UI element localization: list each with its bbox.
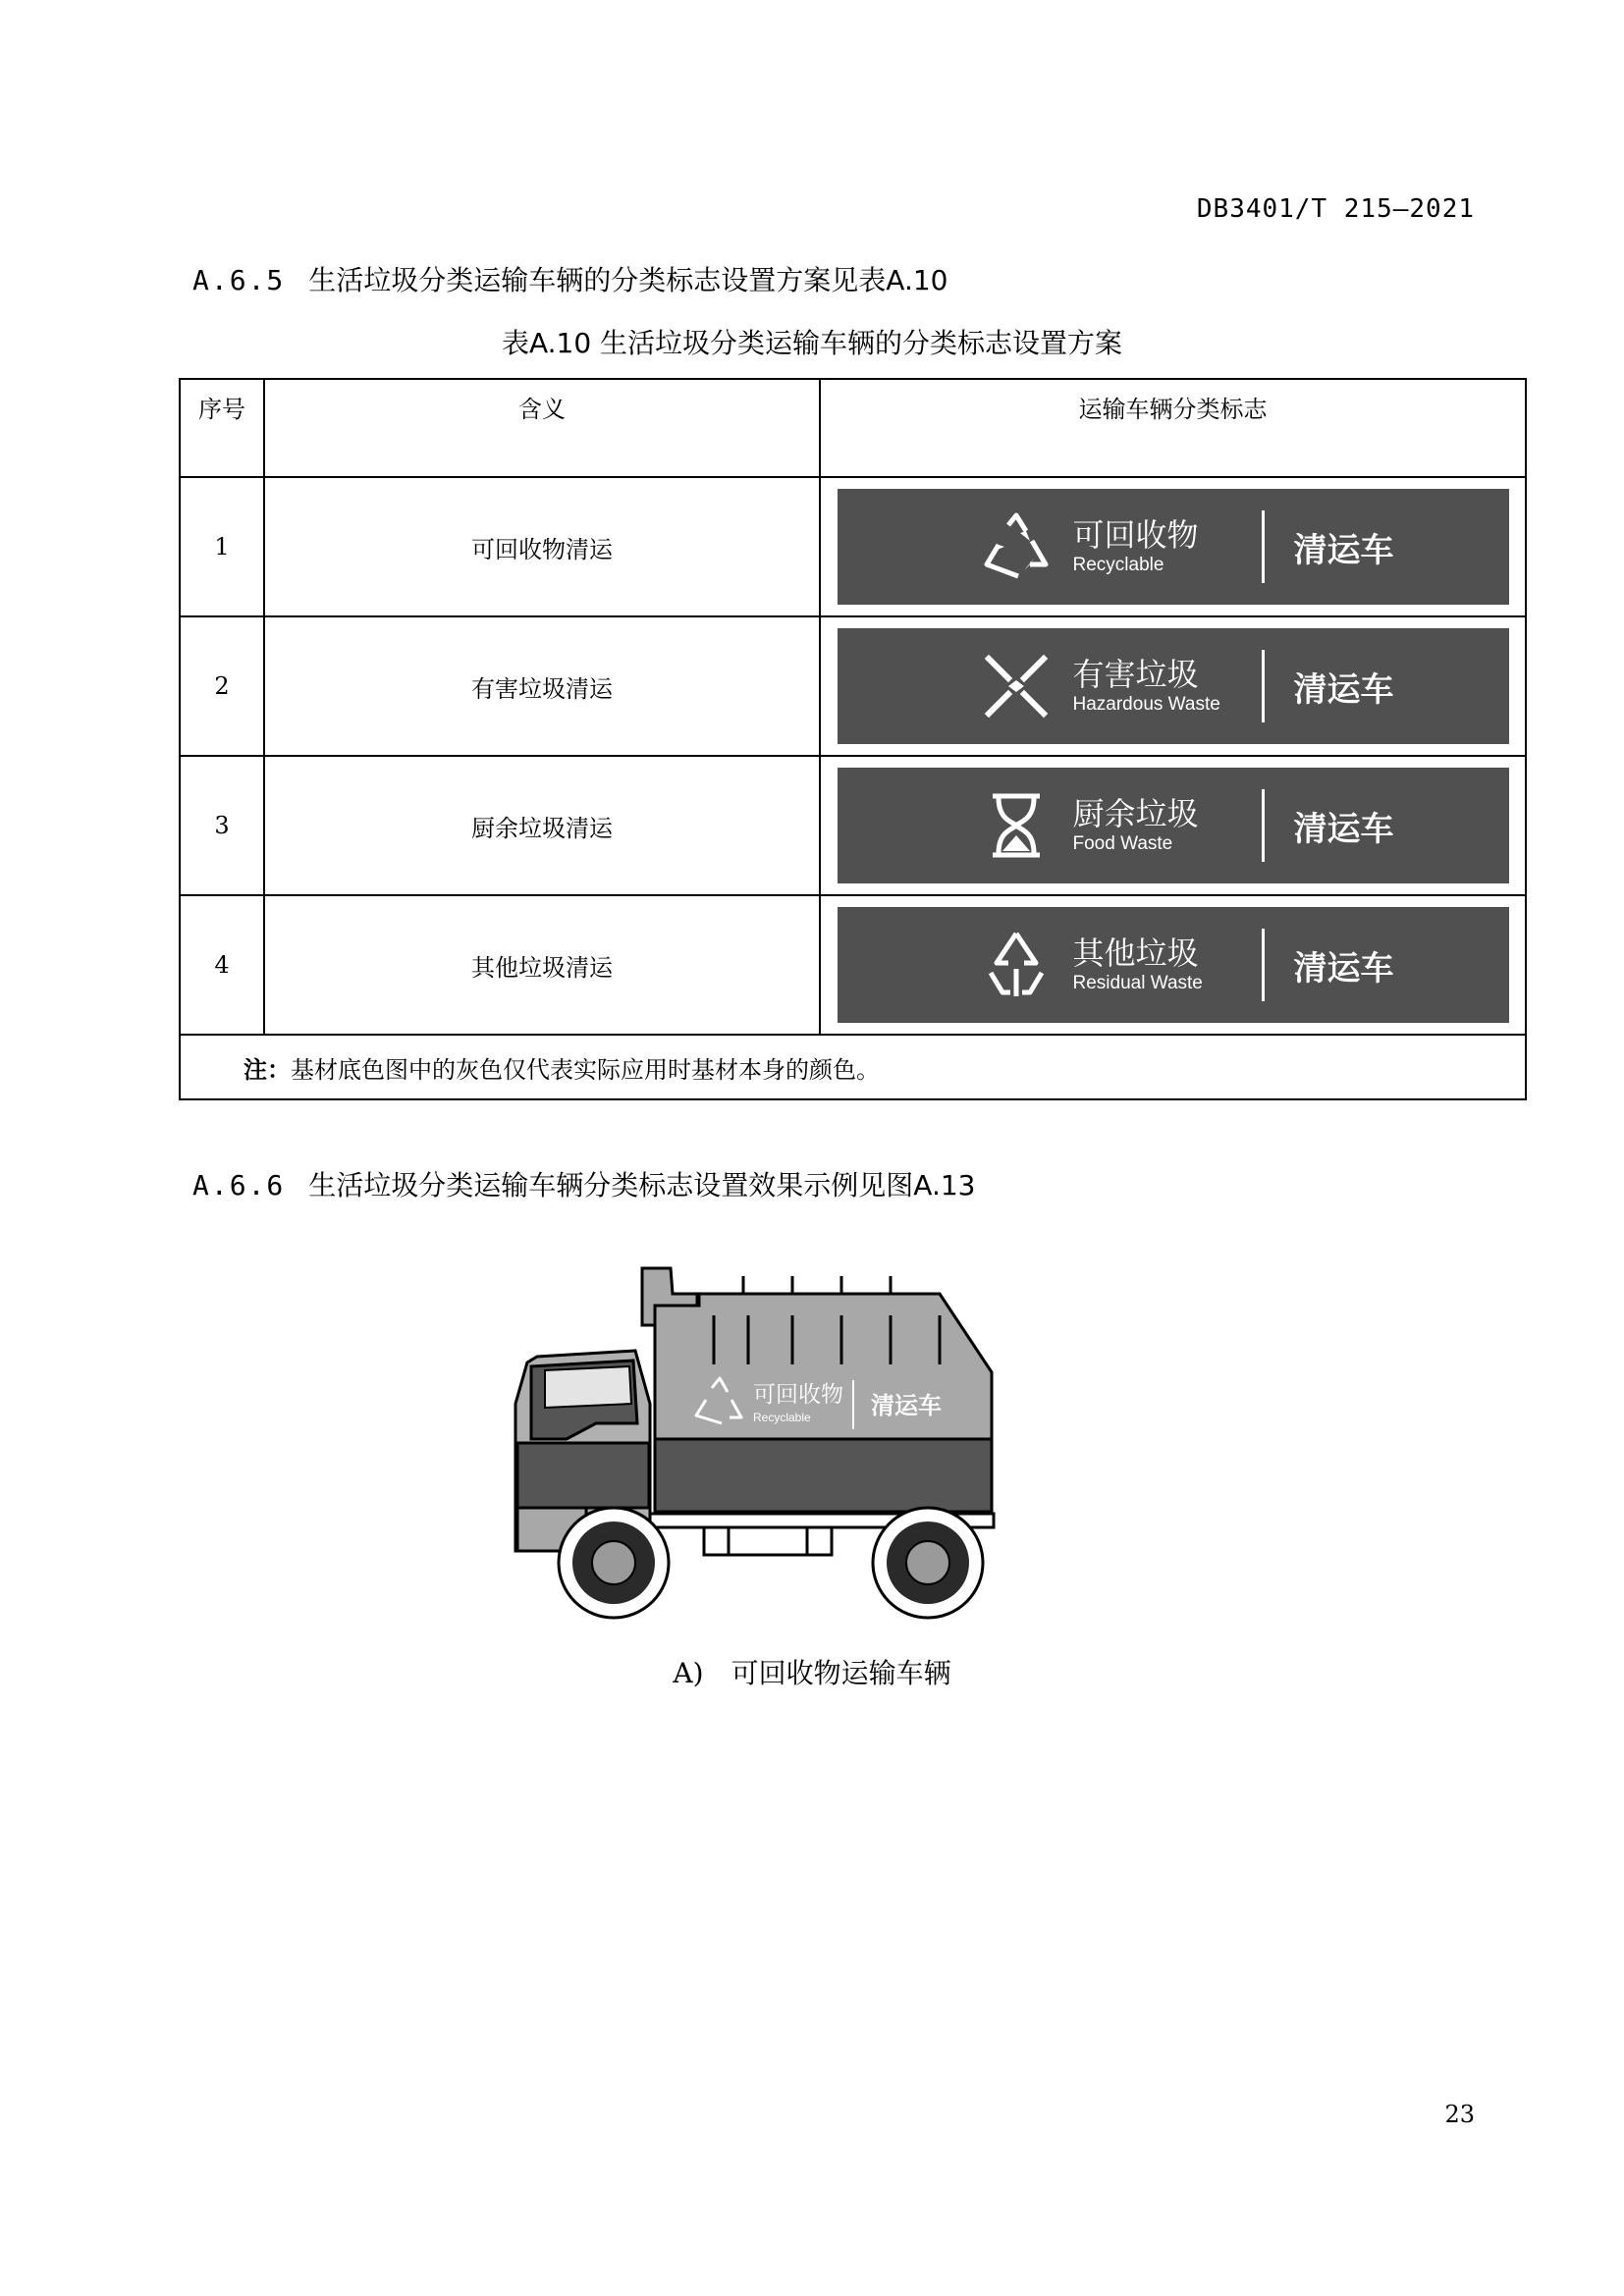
sign-en-label: Hazardous Waste [1072,694,1220,715]
truck-rear-wheel [873,1508,983,1618]
row-meaning: 其他垃圾清运 [264,895,820,1035]
sign-en-label: Recyclable [1072,555,1164,575]
sign-divider [1262,789,1265,862]
truck-sign-en: Recyclable [753,1411,811,1424]
row-sign-cell [820,756,1526,895]
table-row [180,895,1526,1035]
sign-scheme-table [179,378,1525,1100]
section-text: 生活垃圾分类运输车辆的分类标志设置方案见表A.10 [308,264,948,296]
row-sign-cell [820,477,1526,616]
sign-cn-label: 有害垃圾 [1072,656,1199,693]
truck-sign-vehicle: 清运车 [871,1392,942,1419]
row-sign-cell [820,895,1526,1035]
table-row [180,477,1526,616]
page-number: 23 [1444,2101,1475,2128]
header-no: 序号 [180,379,264,477]
sign-vehicle-label: 清运车 [1293,948,1394,988]
row-meaning: 可回收物清运 [264,477,820,616]
section-number: A.6.5 [192,264,286,296]
section-heading-a66 [192,1164,976,1203]
row-sign-cell [820,616,1526,756]
row-no: 1 [180,477,264,616]
sign-vehicle-label: 清运车 [1293,809,1394,849]
section-heading-a65 [192,259,948,298]
header-meaning: 含义 [264,379,820,477]
table-header-row [180,379,1526,477]
hourglass-icon [981,790,1052,861]
residual-icon [981,930,1052,1000]
truck-sign-cn: 可回收物 [753,1382,843,1408]
sign-divider [1262,929,1265,1001]
vehicle-sign-food [838,768,1509,883]
document-code: DB3401/T 215—2021 [1196,194,1475,224]
note-label: 注： [244,1055,291,1084]
row-no: 2 [180,616,264,756]
sign-divider [1262,510,1265,583]
vehicle-sign-hazardous [838,628,1509,744]
recyclable-truck-illustration [508,1256,1116,1649]
sign-vehicle-label: 清运车 [1293,530,1394,570]
table-title: 表A.10 生活垃圾分类运输车辆的分类标志设置方案 [501,327,1123,359]
truck-front-wheel [559,1508,669,1618]
table-note [180,1035,1526,1099]
caption-text: 可回收物运输车辆 [731,1657,951,1689]
vehicle-sign-recyclable [838,489,1509,605]
figure-caption [0,1652,1624,1691]
vehicle-sign-residual [838,907,1509,1023]
note-text: 基材底色图中的灰色仅代表实际应用时基材本身的颜色。 [291,1055,880,1084]
row-meaning: 厨余垃圾清运 [264,756,820,895]
sign-en-label: Residual Waste [1072,973,1203,993]
sign-vehicle-label: 清运车 [1293,669,1394,710]
recycle-icon [981,511,1052,582]
table-row [180,616,1526,756]
caption-label: A) [673,1657,704,1689]
row-no: 4 [180,895,264,1035]
sign-cn-label: 其他垃圾 [1072,934,1199,972]
sign-cn-label: 厨余垃圾 [1072,795,1199,832]
row-meaning: 有害垃圾清运 [264,616,820,756]
table-note-row [180,1035,1526,1099]
sign-divider [1262,650,1265,722]
section-number: A.6.6 [192,1169,286,1201]
sign-en-label: Food Waste [1072,833,1173,854]
header-sign: 运输车辆分类标志 [820,379,1526,477]
hazard-icon [981,651,1052,721]
table-row [180,756,1526,895]
section-text: 生活垃圾分类运输车辆分类标志设置效果示例见图A.13 [308,1169,976,1201]
row-no: 3 [180,756,264,895]
sign-cn-label: 可回收物 [1072,516,1199,554]
